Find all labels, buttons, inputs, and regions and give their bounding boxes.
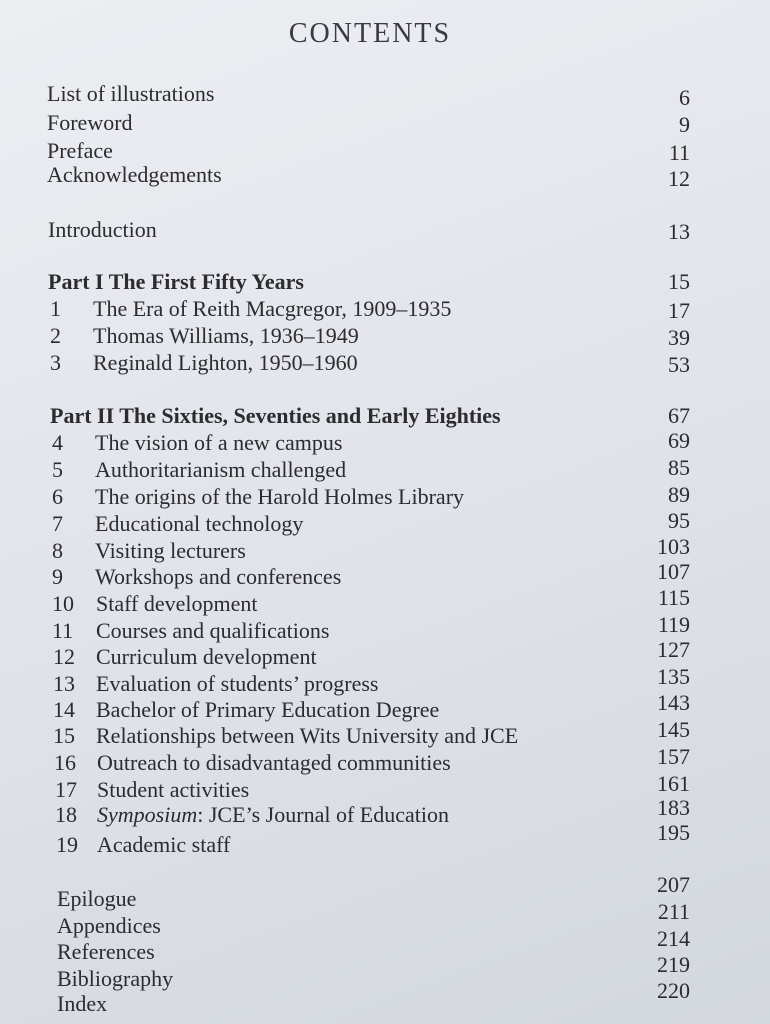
chapter-title: The Era of Reith Macgregor, 1909–1935 <box>93 296 452 321</box>
entry-page: 214 <box>657 926 690 951</box>
entry-label: List of illustrations <box>47 81 215 106</box>
chapter-title: Academic staff <box>97 832 231 857</box>
chapter-title: The vision of a new campus <box>95 430 343 455</box>
chapter-page: 107 <box>657 559 690 584</box>
toc-chapter-12[interactable] <box>0 637 770 671</box>
journal-name: Symposium <box>97 802 198 827</box>
chapter-title: Student activities <box>97 777 250 802</box>
entry-page: 219 <box>657 952 690 977</box>
toc-chapter-16[interactable] <box>0 744 770 777</box>
chapter-number: 18 <box>55 802 77 827</box>
chapter-title: Thomas Williams, 1936–1949 <box>93 323 359 348</box>
chapter-title: Authoritarianism challenged <box>95 457 347 482</box>
toc-entry-foreword[interactable] <box>0 109 770 137</box>
chapter-number: 11 <box>52 618 74 643</box>
chapter-title: Evaluation of students’ progress <box>96 671 379 696</box>
toc-chapter-19[interactable] <box>0 820 770 859</box>
chapter-number: 8 <box>52 538 63 563</box>
toc-chapter-17[interactable] <box>0 771 770 804</box>
chapter-title: Reginald Lighton, 1950–1960 <box>93 350 358 375</box>
toc-entry-references[interactable] <box>0 926 770 966</box>
chapter-title: Outreach to disadvantaged communities <box>97 750 451 775</box>
chapter-number: 2 <box>50 323 61 348</box>
part-title: Part II The Sixties, Seventies and Early Eighties <box>50 403 501 428</box>
chapter-number: 6 <box>52 484 63 509</box>
chapter-page: 89 <box>668 482 690 507</box>
chapter-title <box>97 801 449 829</box>
toc-entry-introduction[interactable] <box>0 216 770 244</box>
toc-chapter-7[interactable] <box>0 510 770 538</box>
chapter-page: 85 <box>668 455 690 480</box>
chapter-page: 135 <box>657 664 690 689</box>
chapter-number: 12 <box>53 644 75 669</box>
entry-page: 12 <box>668 166 690 191</box>
toc-entry-list-of-illustrations[interactable] <box>0 80 770 108</box>
chapter-page: 69 <box>668 428 690 453</box>
chapter-title: Staff development <box>96 591 258 616</box>
entry-label: Epilogue <box>57 886 137 911</box>
chapter-page: 53 <box>668 352 690 377</box>
toc-entry-epilogue[interactable] <box>0 872 770 913</box>
toc-entry-bibliography[interactable] <box>0 952 770 993</box>
contents-heading: CONTENTS <box>288 18 452 49</box>
toc-chapter-4[interactable] <box>0 429 770 457</box>
chapter-number: 4 <box>52 430 63 455</box>
entry-page: 220 <box>657 978 690 1003</box>
chapter-number: 5 <box>52 457 63 482</box>
chapter-title: The origins of the Harold Holmes Library <box>95 484 465 509</box>
chapter-number: 17 <box>55 777 77 802</box>
toc-chapter-5[interactable] <box>0 456 770 484</box>
chapter-page: 115 <box>657 585 690 610</box>
chapter-number: 7 <box>52 511 63 536</box>
chapter-page: 195 <box>657 820 690 845</box>
chapter-title: Workshops and conferences <box>95 564 342 589</box>
chapter-number: 19 <box>56 832 78 857</box>
toc-chapter-3[interactable] <box>0 349 770 377</box>
part-title: Part I The First Fifty Years <box>48 269 304 294</box>
entry-label: Foreword <box>47 110 133 135</box>
chapter-page: 143 <box>657 690 690 715</box>
chapter-title-rest: : JCE’s Journal of Education <box>197 802 449 827</box>
chapter-page: 103 <box>657 534 690 559</box>
entry-label: Introduction <box>48 217 157 242</box>
chapter-page: 145 <box>657 717 690 742</box>
chapter-page: 183 <box>657 795 690 820</box>
chapter-number: 14 <box>53 697 75 722</box>
entry-label: Index <box>57 991 108 1016</box>
toc-chapter-1[interactable] <box>0 295 770 323</box>
toc-chapter-11[interactable] <box>0 612 770 645</box>
entry-label: Appendices <box>57 913 161 938</box>
chapter-number: 1 <box>50 296 61 321</box>
entry-label: Acknowledgements <box>47 162 222 187</box>
chapter-title: Curriculum development <box>96 644 317 669</box>
toc-part-1[interactable] <box>0 268 770 296</box>
chapter-page: 95 <box>668 508 690 533</box>
part-page: 67 <box>668 403 690 428</box>
chapter-page: 39 <box>668 325 690 350</box>
chapter-page: 161 <box>657 771 690 796</box>
toc-chapter-14[interactable] <box>0 690 770 724</box>
chapter-title: Bachelor of Primary Education Degree <box>96 697 440 722</box>
toc-chapter-10[interactable] <box>0 585 770 618</box>
toc-chapter-18[interactable] <box>0 795 770 829</box>
chapter-page: 17 <box>668 298 690 323</box>
part-page: 15 <box>668 269 690 294</box>
entry-page: 211 <box>657 899 690 924</box>
toc-chapter-8[interactable] <box>0 534 770 565</box>
entry-page: 207 <box>657 872 690 897</box>
chapter-title: Relationships between Wits University and JCE <box>96 723 519 748</box>
entry-page: 6 <box>679 85 690 110</box>
chapter-page: 119 <box>657 612 690 637</box>
toc-chapter-9[interactable] <box>0 559 770 591</box>
chapter-title: Visiting lecturers <box>95 538 246 563</box>
chapter-number: 16 <box>54 750 76 775</box>
chapter-number: 13 <box>53 671 75 696</box>
chapter-number: 15 <box>53 723 75 748</box>
chapter-number: 3 <box>50 350 61 375</box>
chapter-page: 127 <box>657 637 690 662</box>
toc-chapter-13[interactable] <box>0 664 770 698</box>
toc-part-2[interactable] <box>0 402 770 430</box>
entry-page: 11 <box>668 140 690 165</box>
entry-label: Preface <box>47 138 113 163</box>
toc-entry-appendices[interactable] <box>0 899 770 940</box>
toc-chapter-15[interactable] <box>0 717 770 750</box>
chapter-page: 157 <box>657 744 690 769</box>
chapter-number: 9 <box>52 564 63 589</box>
toc-entry-acknowledgements[interactable] <box>0 161 770 189</box>
entry-page: 9 <box>679 112 690 137</box>
toc-chapter-6[interactable] <box>0 483 770 511</box>
entry-page: 13 <box>668 219 690 244</box>
entry-label: Bibliography <box>57 966 174 991</box>
chapter-number: 10 <box>52 591 74 616</box>
entry-label: References <box>57 939 155 964</box>
toc-chapter-2[interactable] <box>0 322 770 350</box>
chapter-title: Educational technology <box>95 511 304 536</box>
chapter-title: Courses and qualifications <box>96 618 330 643</box>
